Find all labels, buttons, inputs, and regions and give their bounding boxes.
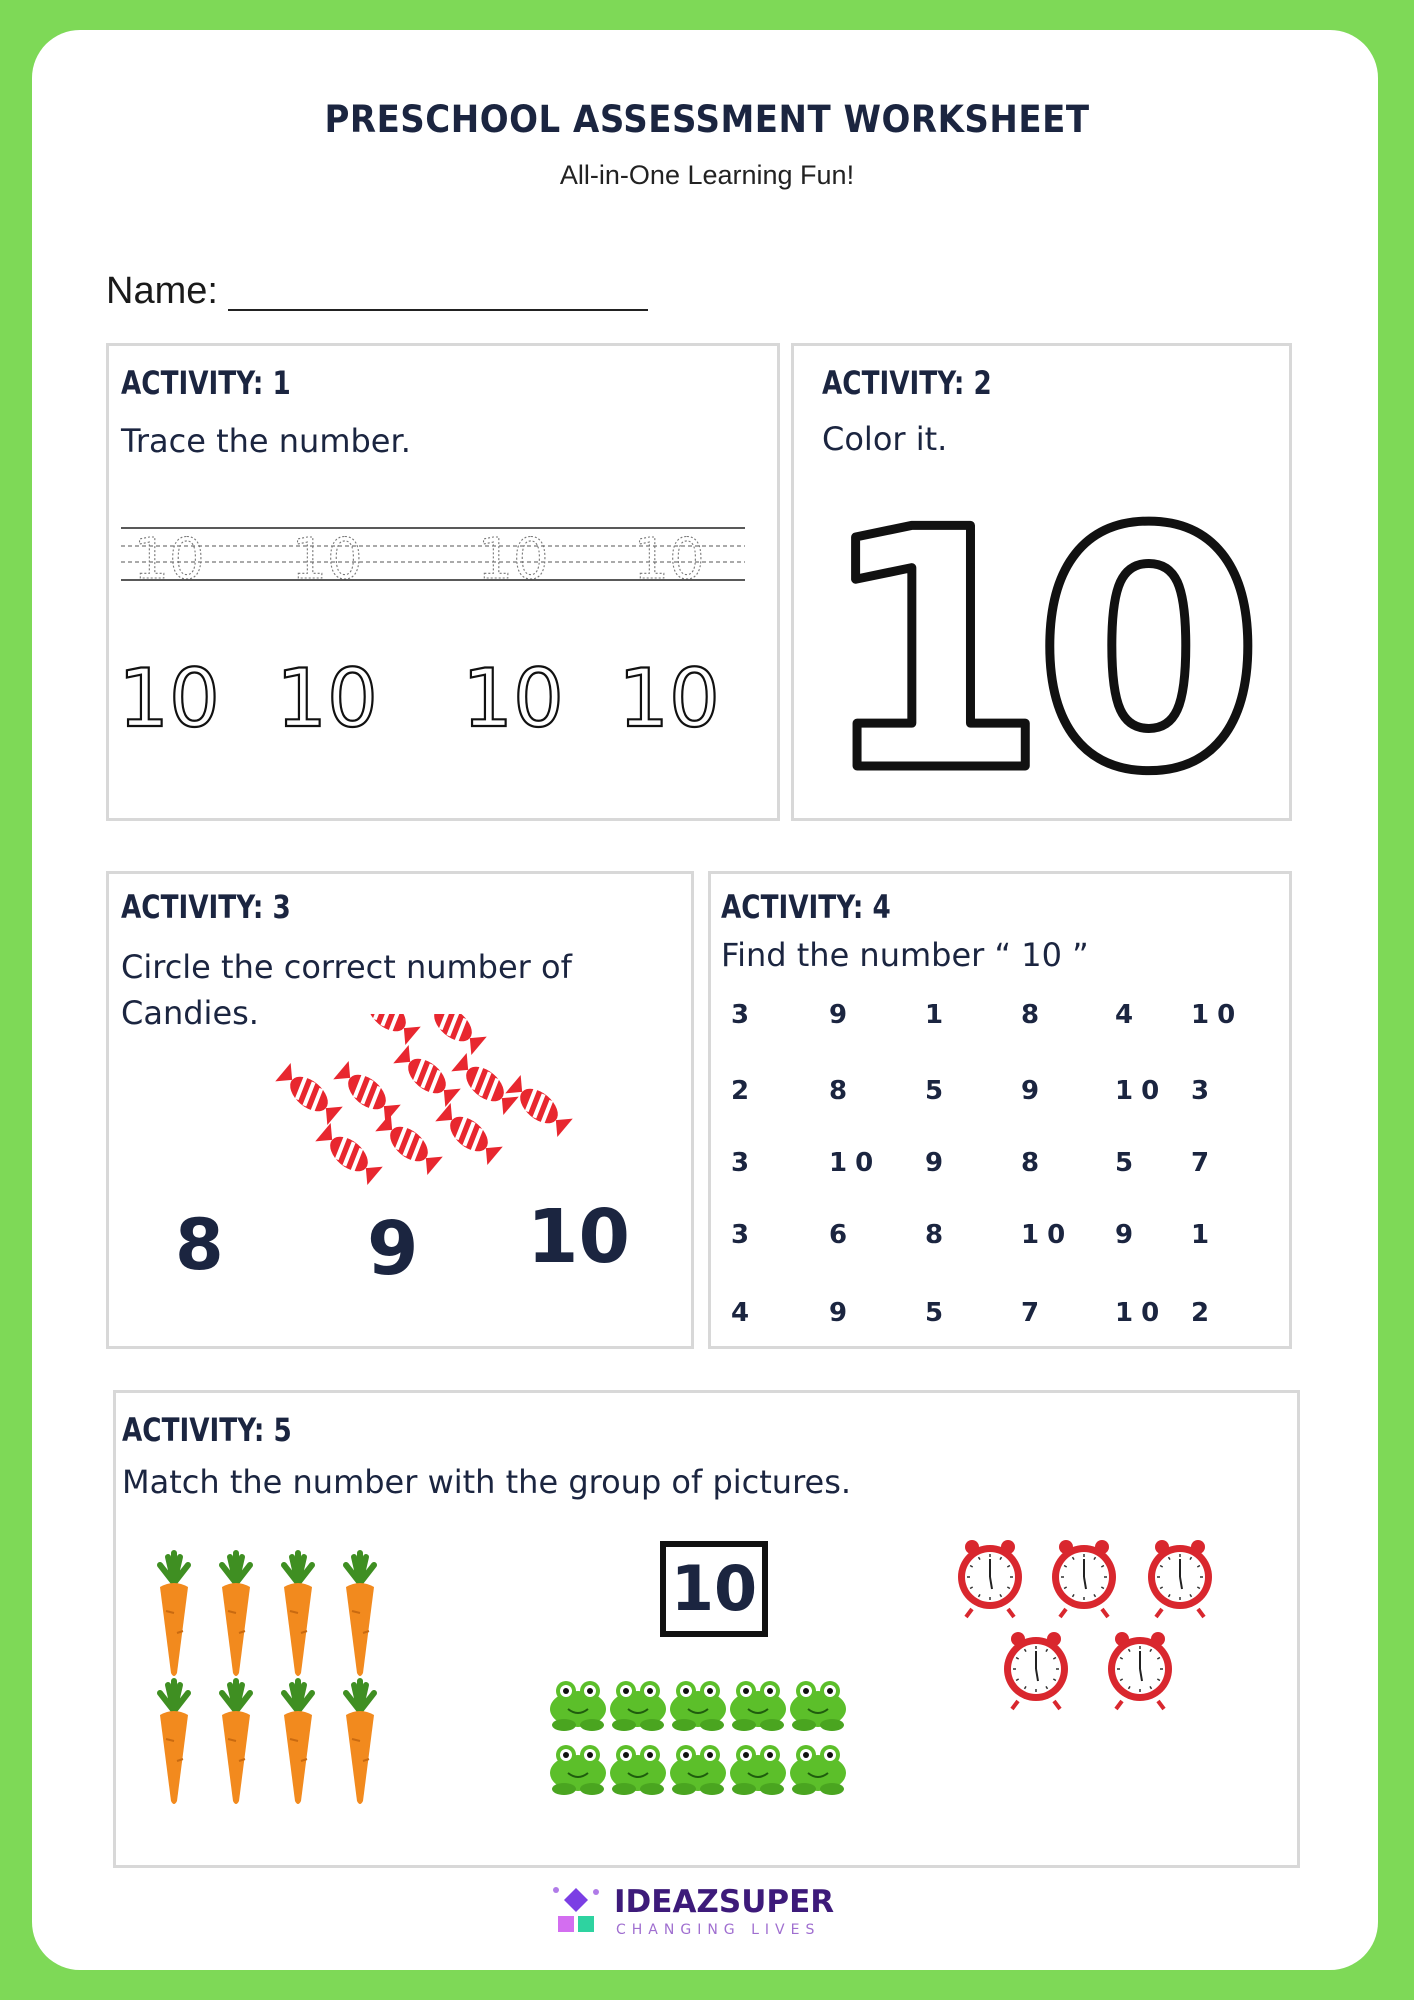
- outline-number-4: 10: [618, 652, 720, 745]
- activity-1-box: [106, 343, 780, 821]
- grid-number[interactable]: 5: [925, 1076, 952, 1106]
- activity-4-title: ACTIVITY: 4: [721, 888, 891, 926]
- trace-number-2[interactable]: 10: [291, 527, 363, 592]
- brand-tagline: CHANGING LIVES: [616, 1922, 821, 1938]
- carrot-icon: [222, 1681, 250, 1804]
- frog-icon: [730, 1681, 786, 1731]
- option-8[interactable]: 8: [175, 1204, 224, 1286]
- candy-icon: [375, 1112, 444, 1176]
- frog-icon: [550, 1745, 606, 1795]
- candy-icon: [419, 1014, 488, 1056]
- svg-text:10: 10: [818, 476, 1250, 806]
- carrot-icon: [284, 1553, 312, 1676]
- outline-number-3: 10: [462, 652, 564, 745]
- candy-group: [109, 1014, 697, 1214]
- candy-icon: [333, 1060, 402, 1124]
- trace-number-1[interactable]: 10: [133, 527, 205, 592]
- grid-number[interactable]: 10: [829, 1148, 882, 1178]
- grid-number[interactable]: 3: [731, 1000, 758, 1030]
- grid-number[interactable]: 9: [1021, 1076, 1048, 1106]
- candy-icon: [505, 1074, 574, 1138]
- carrot-icon: [284, 1681, 312, 1804]
- match-number: 10: [670, 1552, 758, 1625]
- grid-number[interactable]: 7: [1191, 1148, 1218, 1178]
- activity-2-instruction: Color it.: [822, 420, 948, 458]
- frog-icon: [670, 1681, 726, 1731]
- grid-number[interactable]: 2: [1191, 1298, 1218, 1328]
- frog-icon: [790, 1681, 846, 1731]
- grid-number[interactable]: 10: [1021, 1220, 1074, 1250]
- grid-number[interactable]: 9: [925, 1148, 952, 1178]
- frog-icon: [550, 1681, 606, 1731]
- carrot-icon: [346, 1681, 374, 1804]
- grid-number[interactable]: 8: [1021, 1148, 1048, 1178]
- alarm-clock-icon: [1052, 1540, 1116, 1617]
- grid-number[interactable]: 9: [829, 1000, 856, 1030]
- grid-number[interactable]: 3: [731, 1148, 758, 1178]
- alarm-clock-group[interactable]: [956, 1533, 1256, 1723]
- frog-icon: [610, 1745, 666, 1795]
- grid-number[interactable]: 3: [1191, 1076, 1218, 1106]
- candy-icon: [435, 1102, 504, 1166]
- option-9[interactable]: 9: [367, 1206, 419, 1292]
- alarm-clock-icon: [1148, 1540, 1212, 1617]
- candy-icon: [275, 1062, 344, 1126]
- activity-2-box: [791, 343, 1292, 821]
- grid-number[interactable]: 8: [925, 1220, 952, 1250]
- grid-number[interactable]: 1: [925, 1000, 952, 1030]
- carrot-icon: [160, 1553, 188, 1676]
- grid-number[interactable]: 4: [731, 1298, 758, 1328]
- carrot-icon: [160, 1681, 188, 1804]
- grid-number[interactable]: 3: [731, 1220, 758, 1250]
- candy-icon: [315, 1122, 384, 1186]
- carrot-icon: [222, 1553, 250, 1676]
- page-subtitle: All-in-One Learning Fun!: [559, 160, 855, 190]
- logo-mark-icon: [548, 1882, 604, 1942]
- number-search-grid: [711, 874, 1295, 1352]
- name-write-line[interactable]: [228, 309, 648, 311]
- grid-number[interactable]: 8: [1021, 1000, 1048, 1030]
- candy-icon: [451, 1052, 520, 1116]
- alarm-clock-icon: [958, 1540, 1022, 1617]
- trace-lines[interactable]: [109, 506, 783, 626]
- carrot-icon: [346, 1553, 374, 1676]
- frog-icon: [610, 1681, 666, 1731]
- activity-1-instruction: Trace the number.: [121, 422, 411, 460]
- alarm-clock-icon: [1108, 1632, 1172, 1709]
- activity-2-title: ACTIVITY: 2: [822, 364, 992, 402]
- grid-number[interactable]: 10: [1115, 1076, 1168, 1106]
- activity-4-instruction: Find the number “ 10 ”: [721, 936, 1089, 974]
- outline-number-2: 10: [276, 652, 378, 745]
- grid-number[interactable]: 10: [1191, 1000, 1244, 1030]
- match-number-box[interactable]: [660, 1541, 768, 1637]
- frog-icon: [730, 1745, 786, 1795]
- trace-number-3[interactable]: 10: [477, 527, 549, 592]
- activity-3-instruction-line2: Candies.: [121, 994, 259, 1032]
- grid-number[interactable]: 1: [1191, 1220, 1218, 1250]
- activity-5-title: ACTIVITY: 5: [122, 1411, 292, 1449]
- carrot-group[interactable]: [146, 1543, 426, 1813]
- activity-5-instruction: Match the number with the group of pictures.: [122, 1463, 852, 1501]
- alarm-clock-icon: [1004, 1632, 1068, 1709]
- name-label: Name:: [106, 270, 218, 312]
- grid-number[interactable]: 2: [731, 1076, 758, 1106]
- grid-number[interactable]: 6: [829, 1220, 856, 1250]
- grid-number[interactable]: 7: [1021, 1298, 1048, 1328]
- frog-group[interactable]: [546, 1665, 866, 1805]
- activity-3-instruction-line1: Circle the correct number of: [121, 948, 572, 986]
- activity-1-title: ACTIVITY: 1: [121, 364, 291, 402]
- activity-3-title: ACTIVITY: 3: [121, 888, 291, 926]
- frog-icon: [670, 1745, 726, 1795]
- activity-5-box: [113, 1390, 1300, 1868]
- candy-icon: [353, 1014, 422, 1046]
- grid-number[interactable]: 10: [1115, 1298, 1168, 1328]
- grid-number[interactable]: 9: [1115, 1220, 1142, 1250]
- page-title: PRESCHOOL ASSESSMENT WORKSHEET: [324, 98, 1090, 142]
- activity-3-box: [106, 871, 694, 1349]
- frog-icon: [790, 1745, 846, 1795]
- grid-number[interactable]: 5: [1115, 1148, 1142, 1178]
- outline-number-1: 10: [118, 652, 220, 745]
- footer-logo: [548, 1882, 868, 1942]
- brand-name: IDEAZSUPER: [614, 1884, 835, 1920]
- grid-number[interactable]: 4: [1115, 1000, 1142, 1030]
- color-it-number[interactable]: [794, 476, 1295, 806]
- grid-number[interactable]: 5: [925, 1298, 952, 1328]
- trace-number-4[interactable]: 10: [633, 527, 705, 592]
- outline-numbers-row: [109, 646, 783, 746]
- activity-4-box: [708, 871, 1292, 1349]
- candy-icon: [393, 1044, 462, 1108]
- grid-number[interactable]: 8: [829, 1076, 856, 1106]
- option-10[interactable]: 10: [527, 1194, 630, 1280]
- grid-number[interactable]: 9: [829, 1298, 856, 1328]
